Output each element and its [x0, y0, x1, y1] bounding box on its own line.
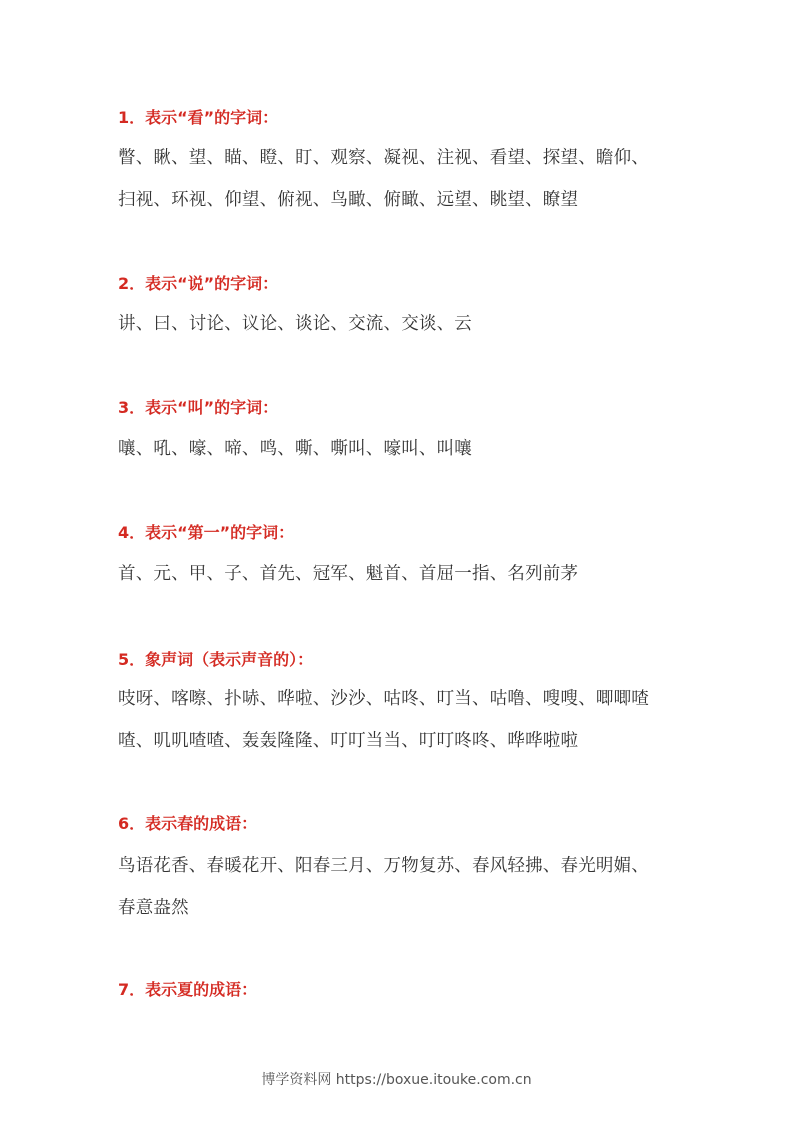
section-heading: 6．表示春的成语： — [118, 814, 258, 833]
footer-watermark: 博学资料网 https://boxue.itouke.com.cn — [261, 1072, 532, 1088]
section-heading: 3．表示“叫”的字词： — [118, 398, 279, 417]
word-line: 鸟语花香、春暖花开、阳春三月、万物复苏、春风轻拂、春光明媚、 — [118, 856, 649, 876]
section-heading: 1．表示“看”的字词： — [118, 108, 279, 127]
word-line: 春意盎然 — [118, 898, 189, 918]
word-line: 吱呀、喀嚓、扑哧、哗啦、沙沙、咕咚、叮当、咕噜、嗖嗖、唧唧喳 — [118, 689, 649, 709]
section-heading: 5．象声词（表示声音的）： — [118, 650, 314, 669]
word-line: 嚷、吼、嚎、啼、鸣、嘶、嘶叫、嚎叫、叫嚷 — [118, 439, 472, 459]
word-line: 喳、叽叽喳喳、轰轰隆隆、叮叮当当、叮叮咚咚、哗哗啦啦 — [118, 731, 579, 751]
word-line: 瞥、瞅、望、瞄、瞪、盯、观察、凝视、注视、看望、探望、瞻仰、 — [118, 148, 649, 168]
word-line: 首、元、甲、子、首先、冠军、魁首、首屈一指、名列前茅 — [118, 564, 579, 584]
word-line: 讲、曰、讨论、议论、谈论、交流、交谈、云 — [118, 314, 472, 334]
word-line: 扫视、环视、仰望、俯视、鸟瞰、俯瞰、远望、眺望、瞭望 — [118, 190, 579, 210]
section-heading: 4．表示“第一”的字词： — [118, 523, 295, 542]
section-heading: 2．表示“说”的字词： — [118, 274, 279, 293]
section-heading: 7．表示夏的成语： — [118, 980, 258, 999]
